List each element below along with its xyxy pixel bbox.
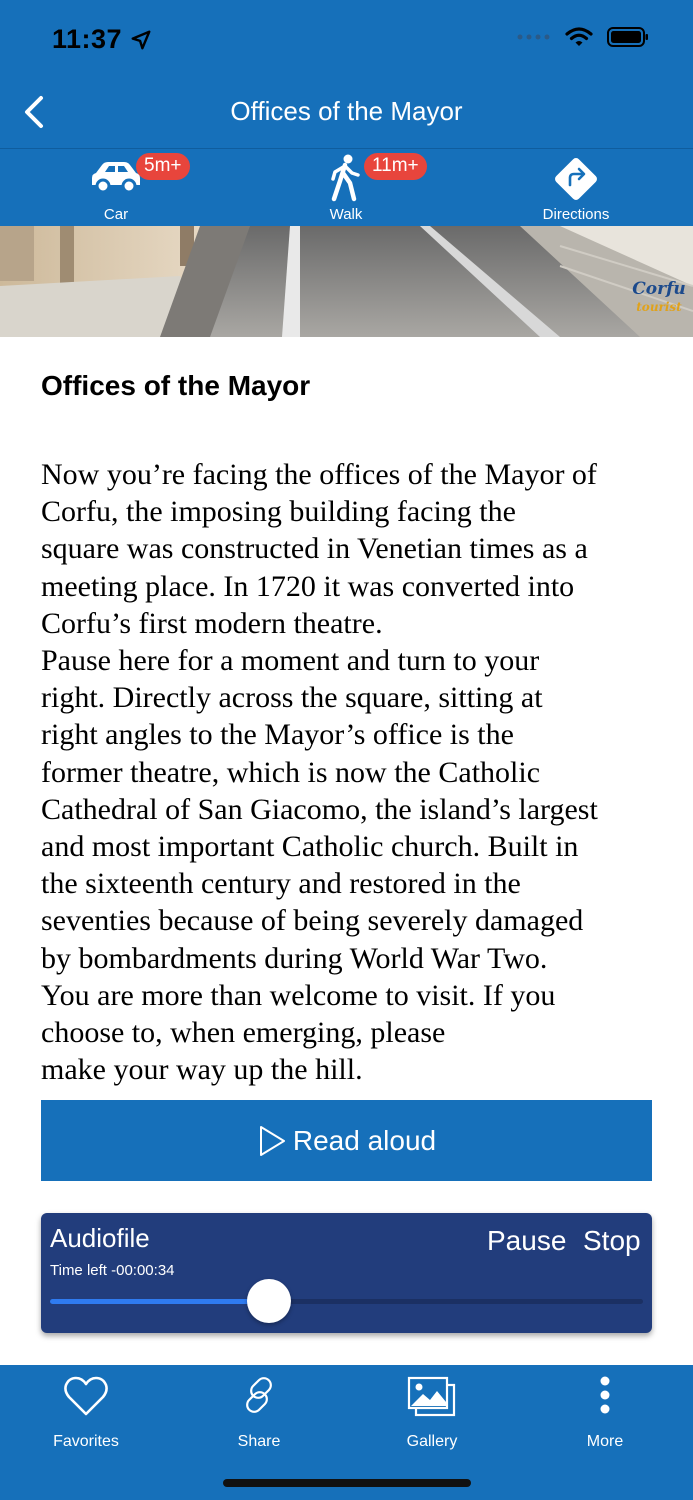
page-title: Offices of the Mayor [230,96,463,126]
audio-title: Audiofile [50,1223,150,1253]
article-line: seventies because of being severely damaged [41,904,584,938]
article-line: square was constructed in Venetian times as a [41,532,588,566]
audio-progress-thumb[interactable] [247,1279,291,1323]
walk-button[interactable] [266,149,426,227]
article-line: by bombardments during World War Two. [41,941,548,975]
tab-more[interactable] [530,1375,680,1450]
status-time-text: 11:37 [52,24,123,54]
article-line: Now you’re facing the offices of the Mayor of [41,458,597,491]
play-icon [257,1125,287,1157]
corfu-logo: Corfu tourist [632,279,686,314]
directions-label: Directions [542,206,610,223]
stop-button[interactable]: Stop [583,1225,641,1256]
directions-icon [549,152,603,206]
tab-share-label: Share [237,1433,281,1450]
read-aloud-button[interactable] [41,1100,652,1181]
car-label: Car [103,206,129,223]
location-arrow-icon [130,29,152,51]
status-icons [517,26,649,48]
status-bar [0,0,693,78]
more-icon [598,1375,612,1415]
hero-image [0,226,693,337]
tab-more-label: More [586,1433,624,1450]
audio-time-left: Time left -00:00:34 [50,1262,175,1279]
read-aloud-label: Read aloud [292,1124,437,1156]
status-time [52,24,152,55]
street-photo [0,226,693,337]
audio-player [41,1213,652,1333]
article-line: Cathedral of San Giacomo, the island’s largest [41,792,598,826]
transport-bar [0,148,693,226]
heart-icon [63,1375,109,1417]
tab-favorites-label: Favorites [53,1433,119,1450]
article-line: the sixteenth century and restored in the [41,867,521,901]
article-line: Pause here for a moment and turn to your [41,644,540,678]
audio-progress-track[interactable] [50,1299,643,1304]
link-icon [239,1375,279,1415]
tab-gallery-label: Gallery [406,1433,458,1450]
article-line: You are more than welcome to visit. If you [41,978,556,1012]
article-body [41,456,661,1088]
article-line: former theatre, which is now the Catholic [41,755,541,789]
article-line: Corfu’s first modern theatre. [41,606,383,640]
article [41,370,661,1087]
car-time-badge: 5m+ [136,153,190,180]
nav-bar [0,78,693,148]
walk-time-badge: 11m+ [364,153,427,180]
pause-button[interactable]: Pause [487,1225,567,1256]
article-line: right angles to the Mayor’s office is the [41,718,514,752]
article-line: make your way up the hill. [41,1053,363,1087]
walking-person-icon [326,153,366,203]
directions-button[interactable] [496,149,656,227]
article-line: meeting place. In 1720 it was converted into [41,569,575,603]
wifi-icon [565,26,593,48]
tab-share[interactable] [184,1375,334,1450]
car-button[interactable] [36,149,196,227]
battery-icon [607,26,649,48]
walk-label: Walk [329,206,363,223]
article-line: and most important Catholic church. Built in [41,830,579,864]
article-line: choose to, when emerging, please [41,1016,446,1050]
tab-favorites[interactable] [11,1375,161,1450]
gallery-icon [406,1375,458,1419]
tab-gallery[interactable] [357,1375,507,1450]
audio-progress-fill [50,1299,269,1304]
signal-icon [517,33,551,41]
article-line: Corfu, the imposing building facing the [41,495,516,529]
home-indicator [223,1479,471,1487]
article-title: Offices of the Mayor [41,370,311,401]
article-line: right. Directly across the square, sitting at [41,681,543,715]
